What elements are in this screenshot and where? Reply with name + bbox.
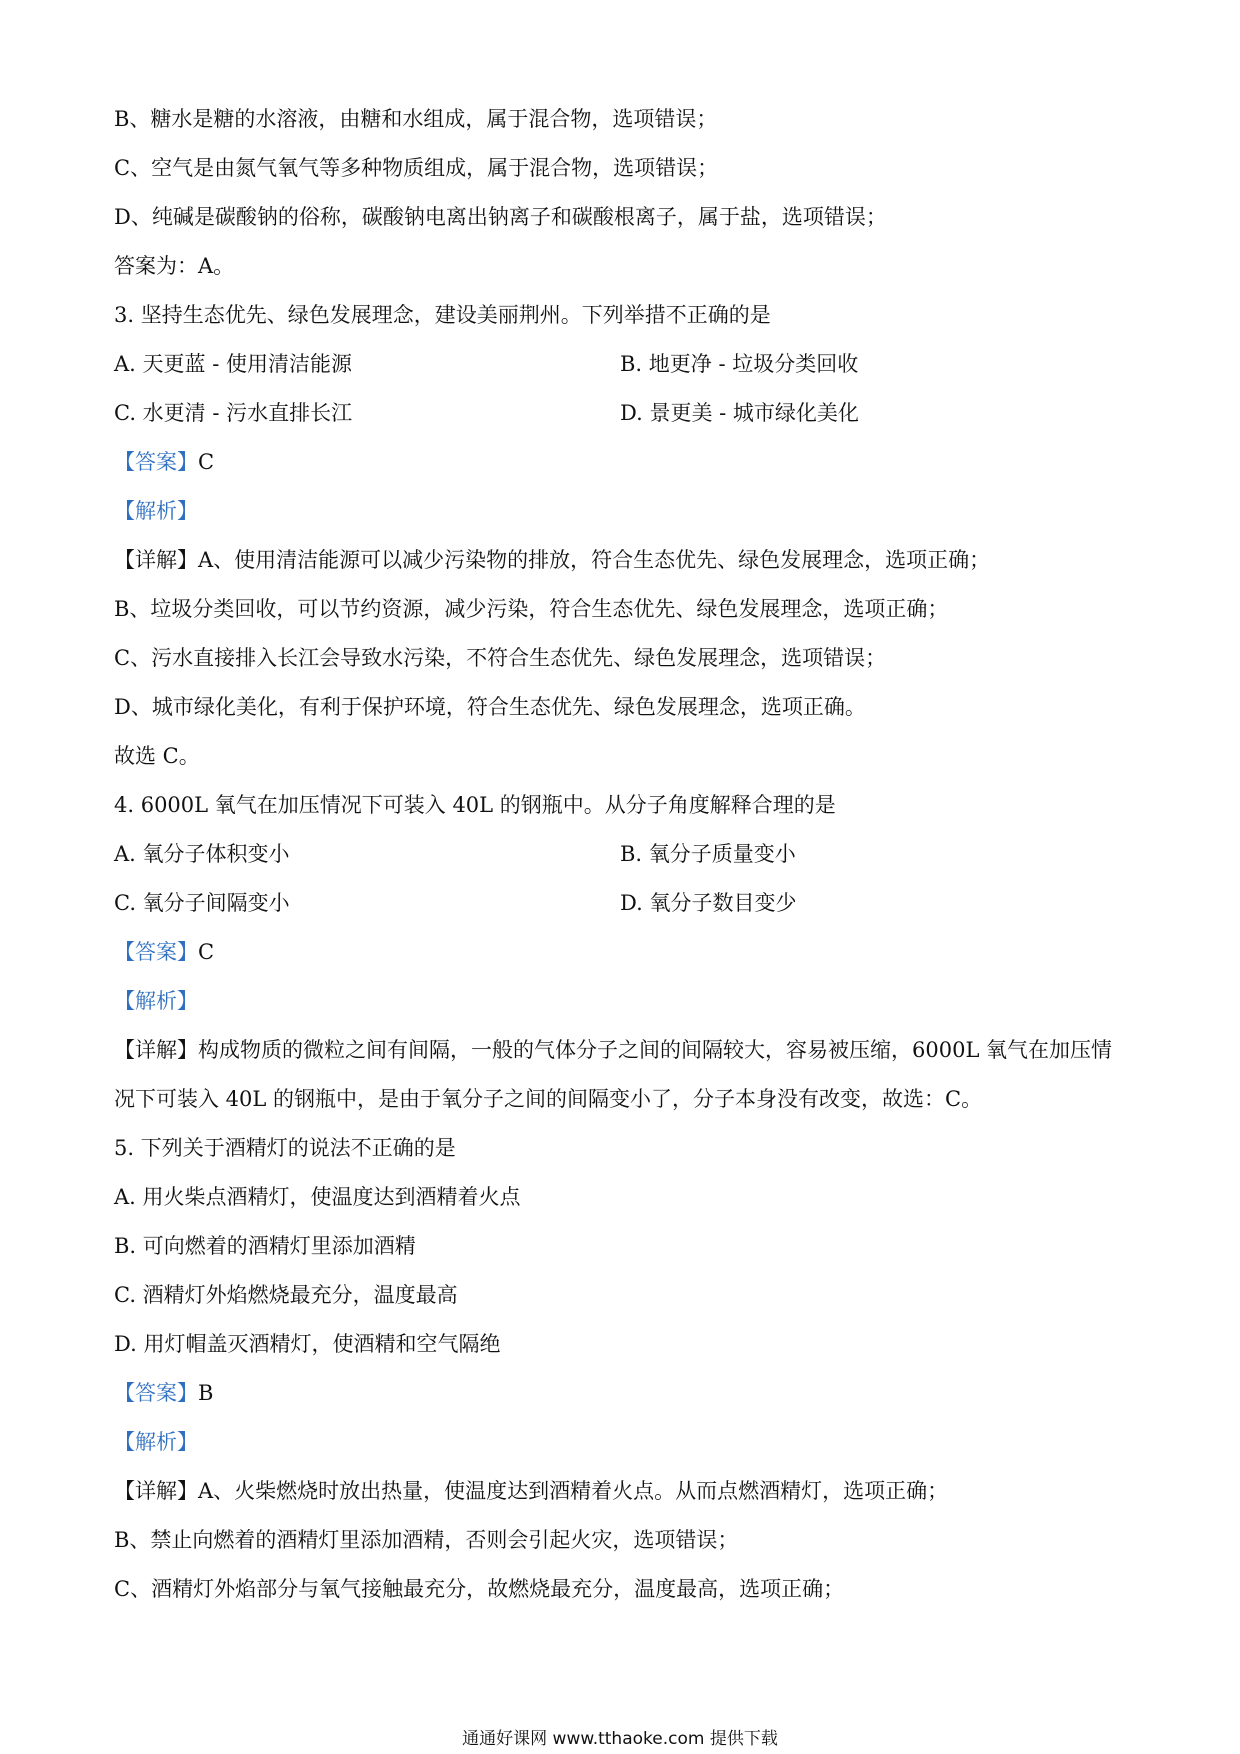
q3-detail-4: D、城市绿化美化，有利于保护环境，符合生态优先、绿色发展理念，选项正确。 (114, 695, 866, 719)
text-line: C、空气是由氮气氧气等多种物质组成，属于混合物，选项错误； (114, 156, 719, 180)
q3-detail-2: B、垃圾分类回收，可以节约资源，减少污染，符合生态优先、绿色发展理念，选项正确； (114, 597, 949, 621)
q3-analysis (114, 497, 198, 525)
q3-option-d: D. 景更美 - 城市绿化美化 (620, 401, 859, 425)
q5-detail-1 (114, 1477, 948, 1505)
analysis-tag: 【解析】 (114, 499, 198, 523)
text-line: B、糖水是糖的水溶液，由糖和水组成，属于混合物，选项错误； (114, 107, 718, 131)
page-footer: 通通好课网 www.tthaoke.com 提供下载 (462, 1729, 778, 1749)
answer-tag: 【答案】 (114, 450, 198, 474)
q5-detail-3: C、酒精灯外焰部分与氧气接触最充分，故燃烧最充分，温度最高，选项正确； (114, 1577, 845, 1601)
q3-detail-3: C、污水直接排入长江会导致水污染，不符合生态优先、绿色发展理念，选项错误； (114, 646, 887, 670)
q4-option-c: C. 氧分子间隔变小 (114, 891, 290, 915)
q5-answer (114, 1379, 213, 1407)
question-5-stem: 5. 下列关于酒精灯的说法不正确的是 (114, 1136, 456, 1160)
answer-value: C (198, 940, 215, 964)
q5-option-a: A. 用火柴点酒精灯，使温度达到酒精着火点 (114, 1185, 521, 1209)
answer-tag: 【答案】 (114, 940, 198, 964)
detail-text: A、使用清洁能源可以减少污染物的排放，符合生态优先、绿色发展理念，选项正确； (198, 548, 991, 572)
detail-tag: 【详解】 (114, 1038, 198, 1062)
q4-detail-2: 况下可装入 40L 的钢瓶中，是由于氧分子之间的间隔变小了，分子本身没有改变，故选：C。 (114, 1087, 983, 1111)
detail-text: A、火柴燃烧时放出热量，使温度达到酒精着火点。从而点燃酒精灯，选项正确； (198, 1479, 949, 1503)
detail-text: 构成物质的微粒之间有间隔，一般的气体分子之间的间隔较大，容易被压缩，6000L 氧气在加压情 (198, 1038, 1113, 1062)
detail-tag: 【详解】 (114, 548, 198, 572)
q4-option-b: B. 氧分子质量变小 (620, 842, 796, 866)
answer-value: B (198, 1381, 214, 1405)
q3-detail-1 (114, 546, 990, 574)
q3-option-c: C. 水更清 - 污水直排长江 (114, 401, 353, 425)
q5-analysis (114, 1428, 198, 1456)
q3-conclusion: 故选 C。 (114, 744, 200, 768)
question-4-stem: 4. 6000L 氧气在加压情况下可装入 40L 的钢瓶中。从分子角度解释合理的是 (114, 793, 836, 817)
analysis-tag: 【解析】 (114, 989, 198, 1013)
text-line: 答案为：A。 (114, 254, 235, 278)
question-3-stem: 3. 坚持生态优先、绿色发展理念，建设美丽荆州。下列举措不正确的是 (114, 303, 771, 327)
answer-tag: 【答案】 (114, 1381, 198, 1405)
q5-detail-2: B、禁止向燃着的酒精灯里添加酒精，否则会引起火灾，选项错误； (114, 1528, 739, 1552)
q4-detail-1 (114, 1036, 1112, 1064)
q4-option-d: D. 氧分子数目变少 (620, 891, 797, 915)
q4-answer (114, 938, 214, 966)
analysis-tag: 【解析】 (114, 1430, 198, 1454)
q5-option-d: D. 用灯帽盖灭酒精灯，使酒精和空气隔绝 (114, 1332, 501, 1356)
q5-option-b: B. 可向燃着的酒精灯里添加酒精 (114, 1234, 416, 1258)
q5-option-c: C. 酒精灯外焰燃烧最充分，温度最高 (114, 1283, 458, 1307)
q3-answer (114, 448, 214, 476)
text-line: D、纯碱是碳酸钠的俗称，碳酸钠电离出钠离子和碳酸根离子，属于盐，选项错误； (114, 205, 887, 229)
q3-option-a: A. 天更蓝 - 使用清洁能源 (114, 352, 352, 376)
answer-value: C (198, 450, 215, 474)
q4-option-a: A. 氧分子体积变小 (114, 842, 290, 866)
q4-analysis (114, 987, 198, 1015)
detail-tag: 【详解】 (114, 1479, 198, 1503)
q3-option-b: B. 地更净 - 垃圾分类回收 (620, 352, 859, 376)
